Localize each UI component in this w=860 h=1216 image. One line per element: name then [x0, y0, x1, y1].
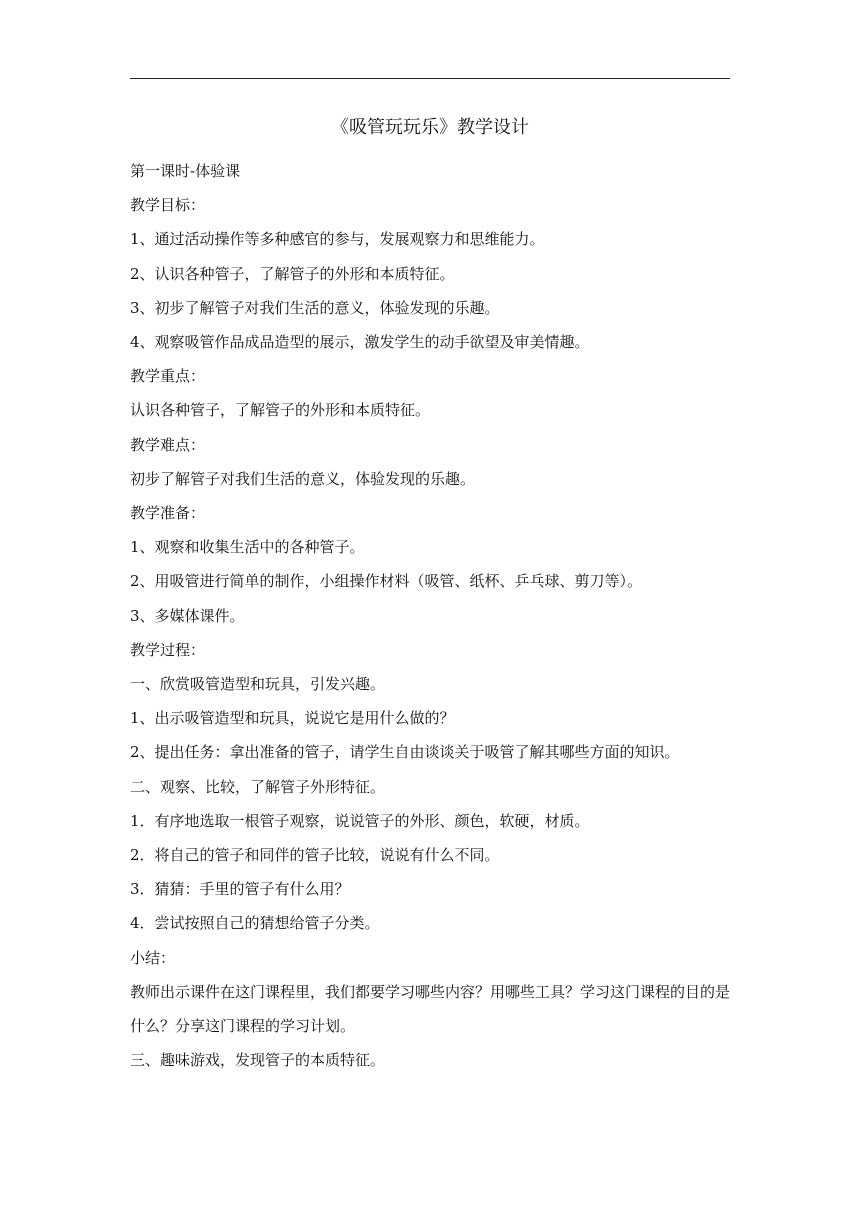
section-heading-objectives: 教学目标：: [130, 196, 206, 215]
process-item: 2、提出任务：拿出准备的管子，请学生自由谈谈关于吸管了解其哪些方面的知识。: [130, 743, 680, 762]
process-item: 1．有序地选取一根管子观察，说说管子的外形、颜色，软硬，材质。: [130, 811, 590, 830]
document-body: [130, 154, 730, 1077]
process-step-heading: 一、欣赏吸管造型和玩具，引发兴趣。: [130, 675, 386, 694]
section-heading-process: 教学过程：: [130, 640, 206, 659]
process-item: 2．将自己的管子和同伴的管子比较，说说有什么不同。: [130, 846, 500, 865]
objective-item: 2、认识各种管子，了解管子的外形和本质特征。: [130, 264, 455, 283]
objective-item: 1、通过活动操作等多种感官的参与，发展观察力和思维能力。: [130, 230, 545, 249]
process-step-heading: 三、趣味游戏，发现管子的本质特征。: [130, 1051, 386, 1070]
preparation-item: 3、多媒体课件。: [130, 606, 245, 625]
header-rule: [130, 78, 730, 79]
process-item: 3．猜猜：手里的管子有什么用？: [130, 880, 350, 899]
objective-item: 3、初步了解管子对我们生活的意义，体验发现的乐趣。: [130, 298, 500, 317]
process-step-heading: 二、观察、比较，了解管子外形特征。: [130, 777, 386, 796]
document-title: 《吸管玩玩乐》教学设计: [331, 117, 529, 138]
section-heading-difficulties: 教学难点：: [130, 435, 206, 454]
section-heading-key-points: 教学重点：: [130, 367, 206, 386]
section-heading-preparation: 教学准备：: [130, 504, 206, 523]
summary-heading: 小结：: [130, 948, 176, 967]
lesson-heading: 第一课时-体验课: [130, 162, 241, 180]
difficulties-text: 初步了解管子对我们生活的意义，体验发现的乐趣。: [130, 469, 476, 488]
objective-item: 4、观察吸管作品成品造型的展示，激发学生的动手欲望及审美情趣。: [130, 333, 590, 352]
preparation-item: 1、观察和收集生活中的各种管子。: [130, 538, 365, 557]
summary-text: 教师出示课件在这门课程里，我们都要学习哪些内容？用哪些工具？学习这门课程的目的是什么？分享这门课程的学习计划。: [130, 982, 731, 1036]
process-item: 4．尝试按照自己的猜想给管子分类。: [130, 914, 380, 933]
key-points-text: 认识各种管子，了解管子的外形和本质特征。: [130, 401, 431, 420]
preparation-item: 2、用吸管进行简单的制作，小组操作材料（吸管、纸杯、乒乓球、剪刀等）。: [130, 572, 643, 591]
process-item: 1、出示吸管造型和玩具，说说它是用什么做的？: [130, 709, 455, 728]
